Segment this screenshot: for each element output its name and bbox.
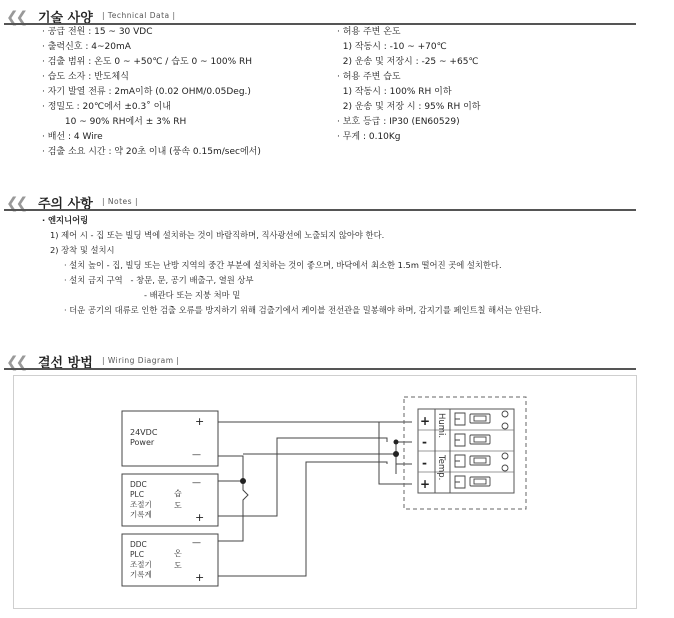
spec-line: · 자기 발열 전류 : 2mA이하 (0.02 OHM/0.05Deg.)	[42, 87, 251, 97]
wires	[218, 422, 412, 576]
double-chevron-left-icon: ❮❮	[6, 194, 26, 212]
power-minus-terminal: —	[192, 450, 201, 460]
spec-line: 1) 작동시 : -10 ~ +70℃	[337, 42, 447, 52]
technical-specs-right	[337, 25, 480, 145]
spec-line: · 공급 전원 : 15 ~ 30 VDC	[42, 27, 153, 37]
temperature-controller-box	[122, 534, 218, 586]
temp-label-1: DDC	[130, 540, 147, 549]
wiring-title-en: | Wiring Diagram |	[102, 356, 180, 365]
temp-label-4: 기록계	[130, 570, 152, 579]
temp-label-3: 조절기	[130, 560, 152, 569]
spec-line: 10 ~ 90% RH에서 ± 3% RH	[42, 117, 187, 127]
technical-specs-left	[42, 25, 261, 160]
power-supply-box	[122, 411, 218, 466]
hum-label-2: PLC	[130, 490, 144, 499]
notes-heading: · 엔지니어링	[42, 215, 89, 225]
spec-line: · 배선 : 4 Wire	[42, 132, 103, 142]
terminal-sign: +	[420, 477, 431, 491]
humidity-controller-box	[122, 474, 218, 526]
sensor-terminal-block	[404, 397, 526, 509]
power-label-1: 24VDC	[130, 428, 158, 437]
temperature-terminal-label: Temp.	[436, 455, 446, 481]
double-chevron-left-icon: ❮❮	[6, 8, 26, 26]
temp-plus-terminal: +	[195, 571, 205, 584]
hum-label-3: 조절기	[130, 500, 152, 509]
notes-body	[42, 213, 542, 318]
spec-line: · 검출 소요 시간 : 약 20초 이내 (풍속 0.15m/sec에서)	[42, 147, 261, 157]
technical-title-ko: 기술 사양	[38, 11, 93, 26]
hum-plus-terminal: +	[195, 511, 205, 524]
wiring-title-ko: 결선 방법	[38, 356, 93, 371]
spec-line: · 출력신호 : 4~20mA	[42, 42, 131, 52]
junction-dot	[393, 451, 399, 457]
spec-line: · 검출 범위 : 온도 0 ~ +50℃ / 습도 0 ~ 100% RH	[42, 57, 253, 67]
section-divider	[4, 368, 636, 370]
technical-title-en: | Technical Data |	[102, 11, 176, 20]
temp-kind-2: 도	[174, 561, 182, 570]
notes-title-ko: 주의 사항	[38, 197, 93, 212]
junction-dot	[394, 440, 399, 445]
spec-line: · 허용 주변 온도	[337, 27, 401, 37]
terminal-sign: +	[420, 414, 431, 428]
spec-line: · 허용 주변 습도	[337, 72, 401, 82]
spec-line: · 무게 : 0.10Kg	[337, 132, 401, 142]
spec-line: 1) 작동시 : 100% RH 이하	[337, 87, 452, 97]
note-subitem: · 더운 공기의 대류로 인한 검출 오류를 방지하기 위해 검출기에서 케이블 전선관을 밀봉해야 하며, 감지기를 페인트칠 해서는 안된다.	[64, 305, 542, 315]
note-subitem: · 설치 금지 구역 - 창문, 문, 공기 배출구, 열원 상부	[64, 275, 254, 285]
hum-kind-1: 습	[174, 489, 182, 498]
hum-label-1: DDC	[130, 480, 147, 489]
notes-title-en: | Notes |	[102, 197, 138, 206]
double-chevron-left-icon: ❮❮	[6, 353, 26, 371]
spec-line: 2) 운송 및 저장 시 : 95% RH 이하	[337, 102, 481, 112]
power-plus-terminal: +	[195, 415, 205, 428]
wiring-header	[4, 351, 636, 373]
spec-line: · 습도 소자 : 반도체식	[42, 72, 129, 82]
notes-header	[4, 192, 636, 214]
note-subitem: - 배관다 또는 지붕 처마 밑	[144, 290, 241, 300]
hum-minus-terminal: —	[192, 478, 201, 488]
power-label-2: Power	[130, 438, 155, 447]
wiring-diagram-svg	[14, 376, 636, 608]
terminal-sign: -	[422, 456, 427, 470]
note-item: 1) 제어 시 - 집 또는 빌딩 벽에 설치하는 것이 바람직하며, 직사광선에 노출되지 않아야 한다.	[50, 230, 385, 240]
temp-label-2: PLC	[130, 550, 144, 559]
spec-line: · 정밀도 : 20℃에서 ±0.3˚ 이내	[42, 102, 171, 112]
hum-label-4: 기록계	[130, 510, 152, 519]
junction-dot	[240, 478, 246, 484]
temp-kind-1: 온	[174, 549, 182, 558]
section-divider	[4, 209, 636, 211]
temp-minus-terminal: —	[192, 538, 201, 548]
note-item: 2) 장착 및 설치시	[50, 245, 115, 255]
hum-kind-2: 도	[174, 501, 182, 510]
spec-line: · 보호 등급 : IP30 (EN60529)	[337, 117, 460, 127]
note-subitem: · 설치 높이 - 집, 빌딩 또는 난방 지역의 중간 부분에 설치하는 것이 좋으며, 바닥에서 최소한 1.5m 떨어진 곳에 설치한다.	[64, 260, 502, 270]
wiring-diagram	[13, 375, 637, 609]
humidity-terminal-label: Humi.	[436, 413, 446, 439]
terminal-sign: -	[422, 435, 427, 449]
spec-line: 2) 운송 및 저장시 : -25 ~ +65℃	[337, 57, 479, 67]
